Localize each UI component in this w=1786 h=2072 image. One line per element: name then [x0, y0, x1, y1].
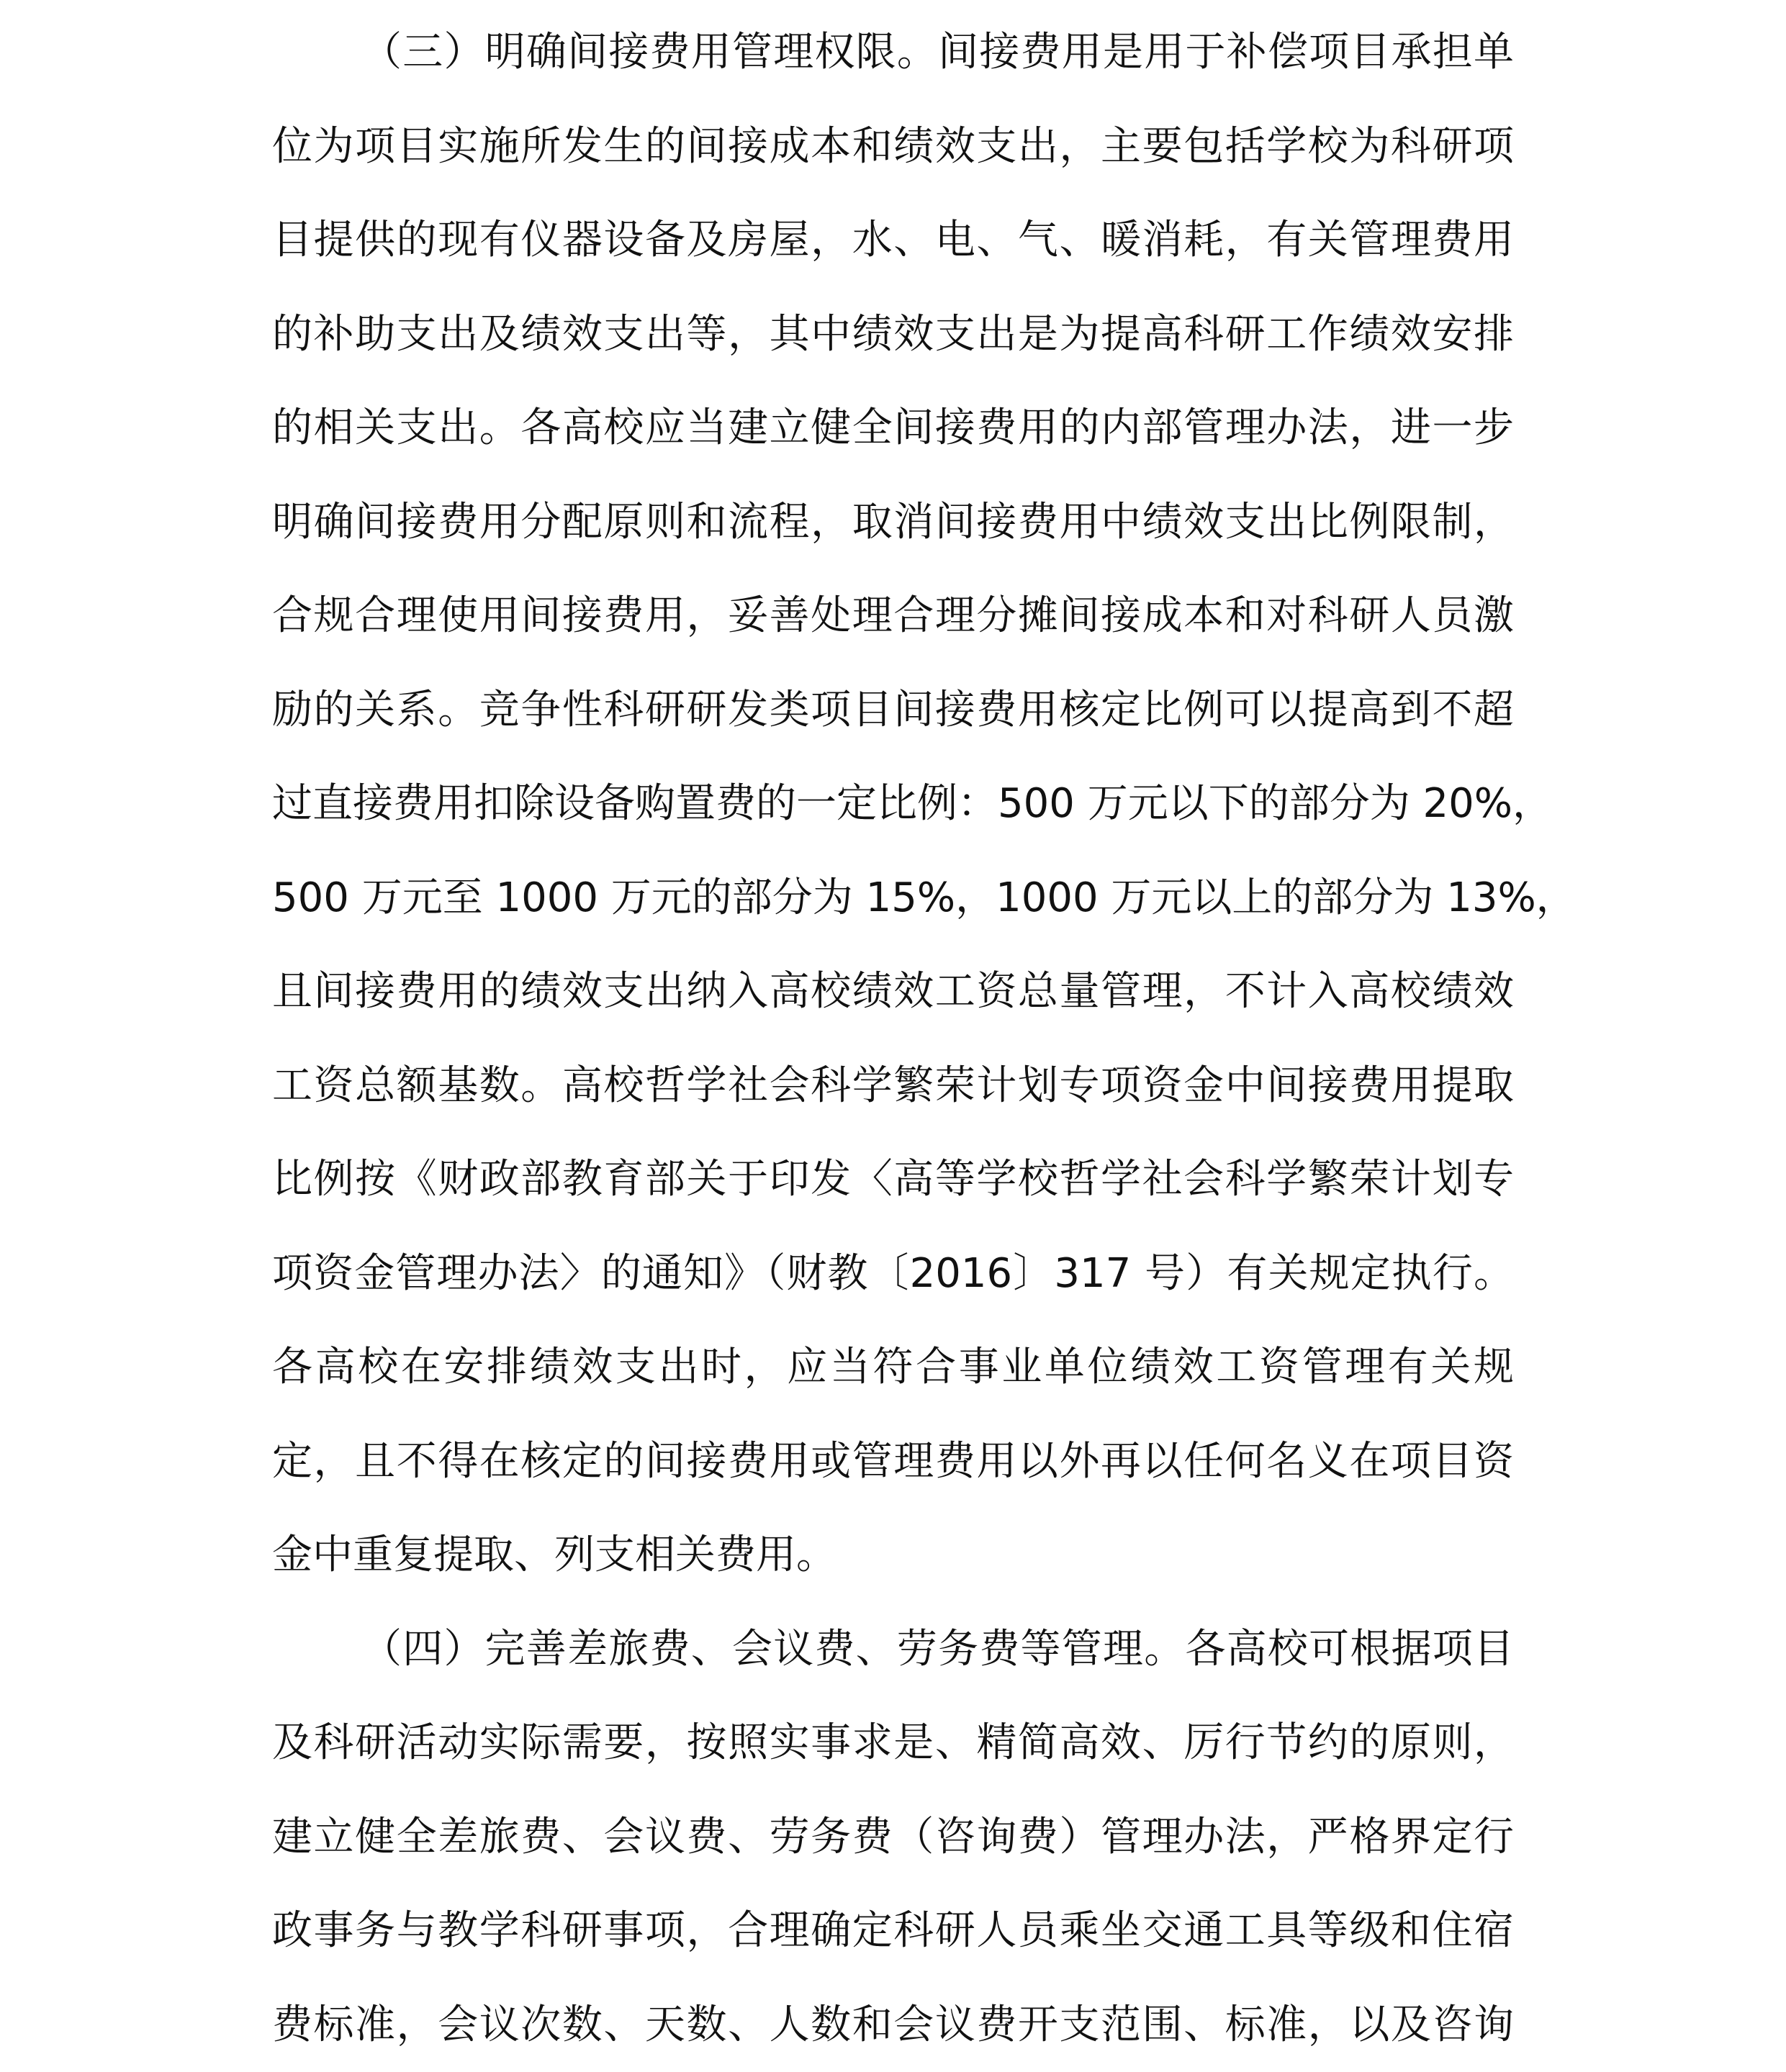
paragraph-3-line-16: 定，且不得在核定的间接费用或管理费用以外再以任何名义在项目资 [272, 1415, 1514, 1509]
document-body [272, 0, 1514, 2072]
paragraph-3-line-3: 目提供的现有仪器设备及房屋，水、电、气、暖消耗，有关管理费用 [272, 194, 1514, 288]
paragraph-3-line-13: 比例按《财政部教育部关于印发〈高等学校哲学社会科学繁荣计划专 [272, 1133, 1514, 1227]
paragraph-3-line-12: 工资总额基数。高校哲学社会科学繁荣计划专项资金中间接费用提取 [272, 1039, 1514, 1134]
paragraph-4-line-2: 及科研活动实际需要，按照实事求是、精简高效、厉行节约的原则， [272, 1696, 1514, 1791]
paragraph-3-line-8: 励的关系。竞争性科研研发类项目间接费用核定比例可以提高到不超 [272, 664, 1514, 758]
paragraph-4-line-5: 费标准，会议次数、天数、人数和会议费开支范围、标准，以及咨询 [272, 1978, 1514, 2072]
paragraph-4-line-3: 建立健全差旅费、会议费、劳务费（咨询费）管理办法，严格界定行 [272, 1791, 1514, 1885]
document-page [272, 0, 1514, 2051]
paragraph-4-line-1: （四）完善差旅费、会议费、劳务费等管理。各高校可根据项目 [272, 1603, 1514, 1697]
paragraph-3-line-15: 各高校在安排绩效支出时，应当符合事业单位绩效工资管理有关规 [272, 1321, 1514, 1415]
paragraph-3-line-10: 500 万元至 1000 万元的部分为 15%，1000 万元以上的部分为 13%， [272, 851, 1514, 946]
paragraph-3-line-11: 且间接费用的绩效支出纳入高校绩效工资总量管理，不计入高校绩效 [272, 945, 1514, 1039]
paragraph-3-line-7: 合规合理使用间接费用，妥善处理合理分摊间接成本和对科研人员激 [272, 569, 1514, 664]
paragraph-3-line-4: 的补助支出及绩效支出等，其中绩效支出是为提高科研工作绩效安排 [272, 288, 1514, 382]
paragraph-3-line-1: （三）明确间接费用管理权限。间接费用是用于补偿项目承担单 [272, 6, 1514, 100]
paragraph-3-line-2: 位为项目实施所发生的间接成本和绩效支出，主要包括学校为科研项 [272, 100, 1514, 194]
paragraph-3-line-5: 的相关支出。各高校应当建立健全间接费用的内部管理办法，进一步 [272, 381, 1514, 476]
paragraph-3-line-17: 金中重复提取、列支相关费用。 [272, 1508, 1514, 1603]
paragraph-3-line-6: 明确间接费用分配原则和流程，取消间接费用中绩效支出比例限制， [272, 476, 1514, 570]
paragraph-4-line-4: 政事务与教学科研事项，合理确定科研人员乘坐交通工具等级和住宿 [272, 1884, 1514, 1978]
paragraph-3-line-14: 项资金管理办法〉的通知》（财教〔2016〕317 号）有关规定执行。 [272, 1227, 1514, 1321]
paragraph-3-line-9: 过直接费用扣除设备购置费的一定比例：500 万元以下的部分为 20%， [272, 757, 1514, 851]
